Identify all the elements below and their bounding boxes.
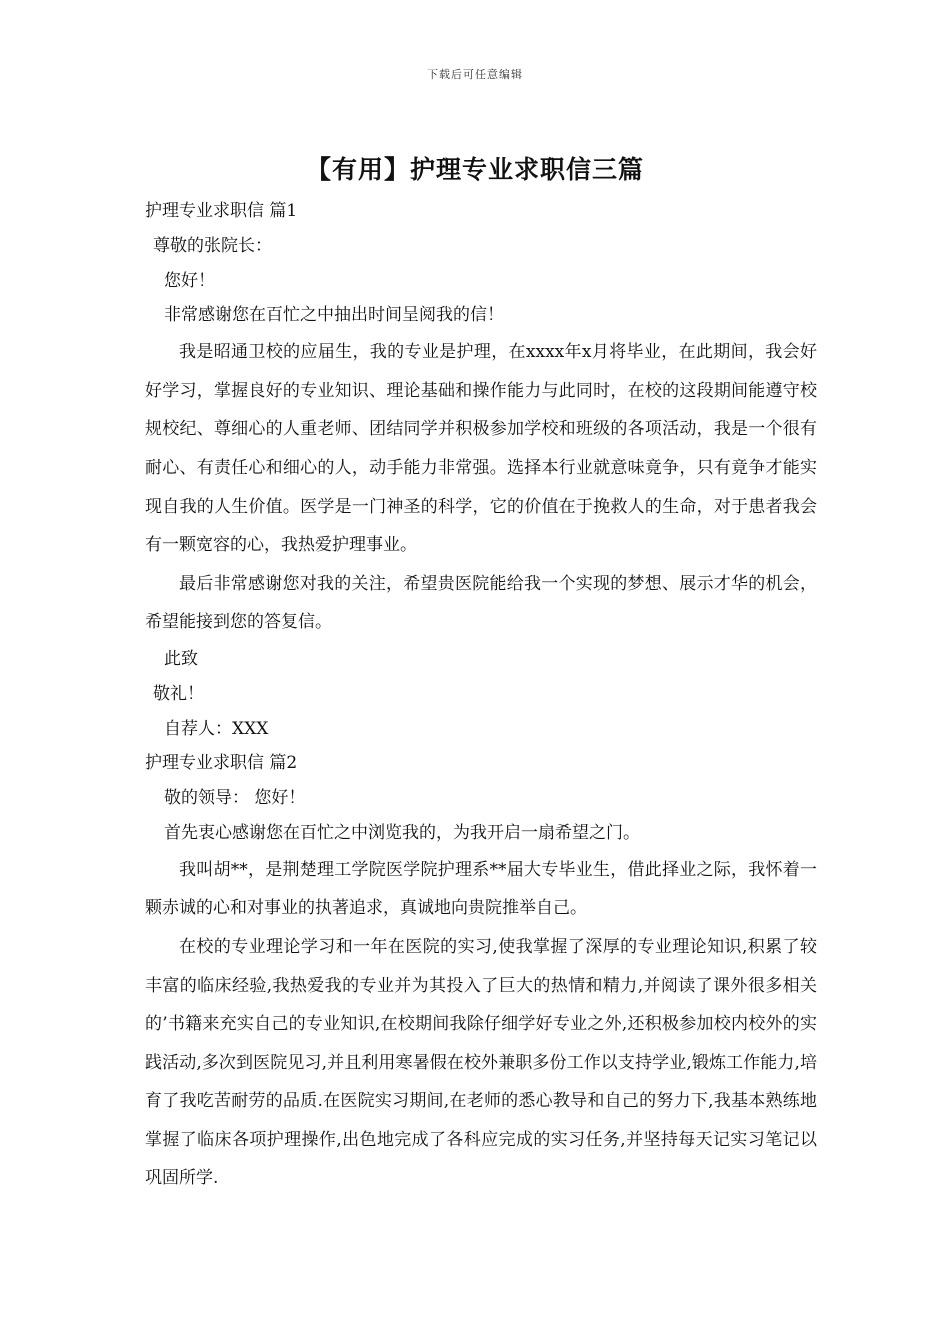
letter1-thanks: 非常感谢您在百忙之中抽出时间呈阅我的信！ xyxy=(164,305,504,326)
document-body xyxy=(145,194,817,1198)
letter2-heading: 护理专业求职信 篇2 xyxy=(145,753,298,774)
letter1-greeting: 您好！ xyxy=(164,270,215,291)
letter1-closing-2: 敬礼！ xyxy=(153,683,204,704)
page-header-note: 下载后可任意编辑 xyxy=(427,68,523,81)
letter1-paragraph-1: 我是昭通卫校的应届生，我的专业是护理，在xxxx年x月将毕业，在此期间，我会好好学习，掌握良好的专业知识、理论基础和操作能力与此同时，在校的这段期间能遵守校规校纪、尊细心的人重老师、团结同学并积极参加学校和班级的各项活动，我是一个很有耐心、有责任心和细心的人，动手能力非常强。选择本行业就意味竟争，只有竟争才能实现自我的人生价值。医学是一门神圣的科学，它的价值在于挽救人的生命，对于患者我会有一颗宽容的心，我热爱护理事业。 xyxy=(145,342,817,556)
letter1-closing-1: 此致 xyxy=(164,648,198,669)
letter1-heading: 护理专业求职信 篇1 xyxy=(145,201,298,221)
letter2-paragraph-1: 首先衷心感谢您在百忙之中浏览我的，为我开启一扇希望之门。 xyxy=(164,822,640,843)
letter1-signature: 自荐人：XXX xyxy=(164,718,269,739)
document-title: 【有用】护理专业求职信三篇 xyxy=(305,155,644,184)
letter2-paragraph-3: 在校的专业理论学习和一年在医院的实习,使我掌握了深厚的专业理论知识,积累了较丰富的临床经验,我热爱我的专业并为其投入了巨大的热情和精力,并阅读了课外很多相关的’书籍来充实自己的专业知识,在校期间我除仔细学好专业之外,还积极参加校内校外的实践活动,多次到医院见习,并且利用寒暑假在校外兼职多份工作以支持学业,锻炼工作能力,培育了我吃苦耐劳的品质.在医院实习期间,在老师的悉心教导和自己的努力下,我基本熟练地掌握了临床各项护理操作,出色地完成了各科应完成的实习任务,并坚持每天记实习笔记以巩固所学. xyxy=(145,936,817,1189)
letter2-salutation: 敬的领导： 您好！ xyxy=(164,788,306,809)
letter1-salutation: 尊敬的张院长： xyxy=(153,235,272,256)
letter2-paragraph-2: 我叫胡**，是荆楚理工学院医学院护理系**届大专毕业生，借此择业之际，我怀着一颗赤诚的心和对事业的执著追求，真诚地向贵院推举自己。 xyxy=(145,859,817,919)
letter1-paragraph-2: 最后非常感谢您对我的关注，希望贵医院能给我一个实现的梦想、展示才华的机会，希望能接到您的答复信。 xyxy=(145,573,817,633)
